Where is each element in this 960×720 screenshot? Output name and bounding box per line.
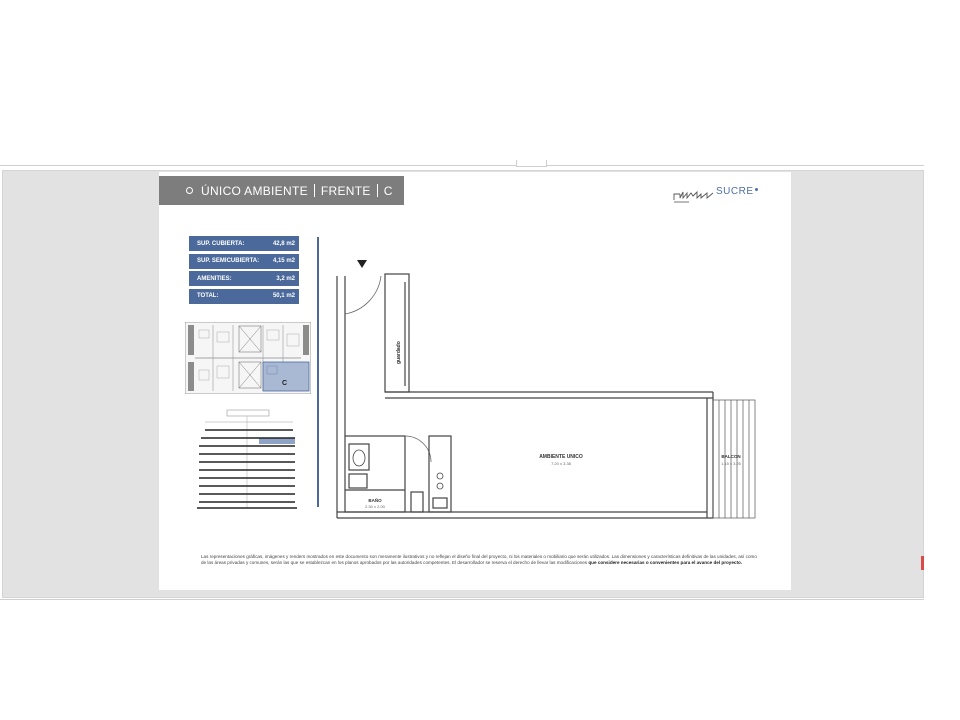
title-separator [377,184,378,197]
bullet-icon [186,187,193,194]
main-room-dims: 7.20 x 3.38 [551,461,571,466]
bath-dims: 2.30 x 2.00 [365,504,385,509]
document-page [159,172,791,590]
scroll-marker[interactable] [921,556,924,570]
unit-type: ÚNICO AMBIENTE [201,183,308,198]
storage-label: guardado [396,341,402,364]
area-label: SUP. SEMICUBIERTA: [197,258,260,264]
bath-label: BAÑO [368,498,382,503]
area-row [189,236,299,251]
unit-letter: C [383,183,393,198]
viewer-drag-handle[interactable] [516,160,547,167]
main-room-label: AMBIENTE UNICO [539,454,583,460]
area-value: 50,1 m2 [272,293,295,299]
logo-mark-icon [671,182,715,206]
area-value: 42,8 m2 [272,240,295,247]
legal-disclaimer [201,554,761,567]
area-label: TOTAL: [197,293,219,299]
area-label: AMENITIES: [197,275,232,282]
logo-dot [755,188,758,191]
area-row [189,289,299,304]
entrance-arrow-icon [357,260,367,268]
area-row [189,254,299,269]
viewer-bottom-border [0,599,924,600]
area-value: 4,15 m2 [272,258,295,264]
area-value: 3,2 m2 [276,275,295,282]
balcony-label: BALCON [721,454,741,459]
viewer-top-border [0,165,924,166]
area-table [189,236,299,306]
unit-floor-plan [331,254,763,530]
disclaimer-text: Las representaciones gráficas, imágenes y renders mostrados en este documento son meramente ilustrativos y no reflejan el diseño final del proyecto, ni los materiales o mobiliario que serán utilizados. Las dimensiones y características definitivas de las unidades, así como de las áreas privadas y comunes, serán las que se establezcan en los planos aprobados por las autoridades competentes. El desarrollador se reserva el derecho de llevar las modificaciones [201,554,757,566]
floor-key-plan [185,322,311,394]
section-divider [317,237,319,507]
balcony-outline [713,400,755,518]
logo-text: SUCRE [716,186,754,197]
unit-orientation: FRENTE [320,183,371,198]
sucre-logo [671,182,761,206]
building-elevation [197,408,297,510]
balcony-dims: 1.15 x 3.25 [721,461,741,466]
key-plan-unit-label: C [282,380,288,387]
area-row [189,271,299,286]
unit-title-band [159,176,404,205]
title-separator [314,184,315,197]
disclaimer-emphasis: que considere necesarias o convenientes para el avance del proyecto. [588,560,743,566]
area-label: SUP. CUBIERTA: [197,240,245,247]
